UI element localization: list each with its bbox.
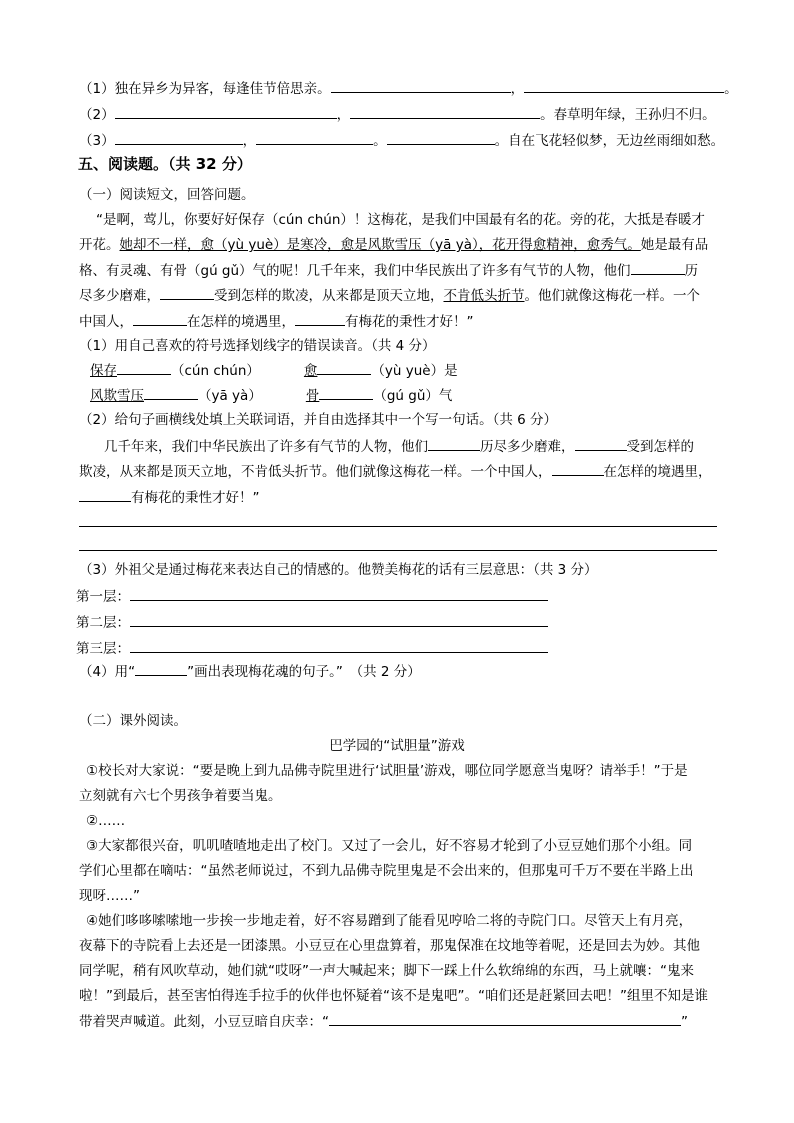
poem-line: 独在异乡为异客，每逢佳节倍思亲。 <box>114 81 331 97</box>
answer-blank[interactable] <box>329 1011 681 1026</box>
passage-line: 同学呢，稍有风吹草动，她们就“哎呀”一声大喊起来；脚下一踩上什么软绵绵的东西，马上就嚷：“鬼来 <box>79 963 694 979</box>
answer-blank[interactable] <box>524 78 724 93</box>
passage-line: 欺凌，从来都是顶天立地，不肯低头折节。他们就像这梅花一样。一个中国人， 在怎样的境遇里， <box>79 461 712 482</box>
passage-line: 立刻就有六七个男孩争着要当鬼。 <box>79 788 282 804</box>
question-number: （1） <box>79 81 115 97</box>
answer-blank[interactable] <box>331 78 511 93</box>
question-1: （1）用自己喜欢的符号选择划线字的错误读音。（共 4 分） <box>79 338 436 354</box>
question-4: （4）用“ ”画出表现梅花魂的句子。” （共 2 分） <box>79 661 421 682</box>
poem-fill-3: （3） ， 。 。自在飞花轻似梦，无边丝雨细如愁。 <box>79 130 724 151</box>
answer-blank[interactable] <box>428 436 480 451</box>
answer-blank[interactable] <box>295 311 345 326</box>
part1-heading: （一）阅读短文，回答问题。 <box>79 187 255 203</box>
answer-blank[interactable] <box>387 130 495 145</box>
answer-blank[interactable] <box>631 260 685 275</box>
answer-blank[interactable] <box>575 436 627 451</box>
layer-1: 第一层： <box>76 586 548 607</box>
passage-line: ③大家都很兴奋，叽叽喳喳地走出了校门。又过了一会儿，好不容易才轮到了小豆豆她们那个小组。同 <box>86 838 693 854</box>
passage-line: 学们心里都在嘀咕：“虽然老师说过，不到九品佛寺院里鬼是不会出来的，但那鬼可千万不要在半路上出 <box>79 863 694 879</box>
passage-line: ④她们哆哆嗦嗦地一步挨一步地走着，好不容易蹭到了能看见哼哈二将的寺院门口。尽管天上有月亮， <box>86 913 693 929</box>
passage-line: 中国人， 在怎样的境遇里， 有梅花的秉性才好！” <box>79 311 474 332</box>
passage-line: 有梅花的秉性才好！” <box>79 487 260 508</box>
passage-line: ②…… <box>86 813 126 829</box>
answer-blank[interactable] <box>160 285 214 300</box>
answer-blank[interactable] <box>350 104 540 119</box>
answer-blank[interactable] <box>130 638 548 653</box>
layer-2: 第二层： <box>76 612 548 633</box>
passage-line: ①校长对大家说：“要是晚上到九品佛寺院里进行‘试胆量’游戏，哪位同学愿意当鬼呀？请举手！”于是 <box>86 763 688 779</box>
passage-line: 现呀……” <box>79 888 140 904</box>
answer-blank[interactable] <box>130 586 548 601</box>
passage-line: 开花。她却不一样，愈（yù yuè）是寒冷，愈是风欺雪压（yā yà），花开得愈精神，愈秀气。她是最有品 <box>79 237 709 253</box>
pinyin-row-1: 保存 （cún chún） 愈 （yù yuè）是 <box>90 360 458 381</box>
question-3: （3）外祖父是通过梅花来表达自己的情感的。他赞美梅花的话有三层意思：（共 3 分） <box>79 562 598 578</box>
answer-line[interactable] <box>79 550 717 551</box>
answer-blank[interactable] <box>79 487 131 502</box>
answer-blank[interactable] <box>130 612 548 627</box>
underlined-sentence: 她却不一样，愈（yù yuè）是寒冷，愈是风欺雪压（yā yà），花开得愈精神，愈秀气。 <box>119 237 641 253</box>
pinyin-row-2: 风欺雪压 （yā yà） 骨 （gú gǔ）气 <box>90 385 452 406</box>
passage-line: 夜幕下的寺院看上去还是一团漆黑。小豆豆在心里盘算着，那鬼保准在坟地等着呢，还是回去为妙。其他 <box>79 938 700 954</box>
question-number: （2） <box>79 107 115 123</box>
question-2: （2）给句子画横线处填上关联词语，并自由选择其中一个写一句话。（共 6 分） <box>79 412 558 428</box>
answer-line[interactable] <box>79 526 717 527</box>
layer-3: 第三层： <box>76 638 548 659</box>
answer-blank[interactable] <box>117 360 171 375</box>
answer-blank[interactable] <box>317 360 371 375</box>
answer-blank[interactable] <box>256 130 373 145</box>
passage-line: 尽多少磨难， 受到怎样的欺凌，从来都是顶天立地，不肯低头折节。他们就像这梅花一样。一个 <box>79 285 700 306</box>
answer-blank[interactable] <box>115 104 337 119</box>
answer-blank[interactable] <box>552 461 604 476</box>
section-title: 五、阅读题。（共 32 分） <box>78 155 252 173</box>
article-title: 巴学园的“试胆量”游戏 <box>329 738 465 754</box>
answer-blank[interactable] <box>115 130 243 145</box>
passage-line: 啦！”到最后，甚至害怕得连手拉手的伙伴也怀疑着“该不是鬼吧”。“咱们还是赶紧回去吧！”组里不知是谁 <box>79 988 708 1004</box>
passage-line: 几千年来，我们中华民族出了许多有气节的人物，他们 历尽多少磨难， 受到怎样的 <box>104 436 694 457</box>
question-number: （3） <box>79 133 115 149</box>
poem-fill-2: （2） ， 。春草明年绿，王孙归不归。 <box>79 104 716 125</box>
answer-blank[interactable] <box>144 385 198 400</box>
passage-line: 格、有灵魂、有骨（gú gǔ）气的呢！几千年来，我们中华民族出了许多有气节的人物，他们 历 <box>79 260 698 281</box>
passage-line: “是啊，莺儿，你要好好保存（cún chún）！这梅花，是我们中国最有名的花。旁的花，大抵是春暖才 <box>96 212 705 228</box>
poem-fill-1: （1）独在异乡为异客，每逢佳节倍思亲。 ， 。 <box>79 78 738 99</box>
answer-blank <box>135 661 187 676</box>
poem-line: 。自在飞花轻似梦，无边丝雨细如愁。 <box>494 133 725 149</box>
answer-blank[interactable] <box>133 311 187 326</box>
poem-line: 。春草明年绿，王孙归不归。 <box>540 107 716 123</box>
answer-blank[interactable] <box>319 385 373 400</box>
part2-heading: （二）课外阅读。 <box>79 713 187 729</box>
passage-line: 带着哭声喊道。此刻，小豆豆暗自庆幸：“ ” <box>79 1011 688 1032</box>
underlined-phrase: 不肯低头折节 <box>443 288 525 304</box>
